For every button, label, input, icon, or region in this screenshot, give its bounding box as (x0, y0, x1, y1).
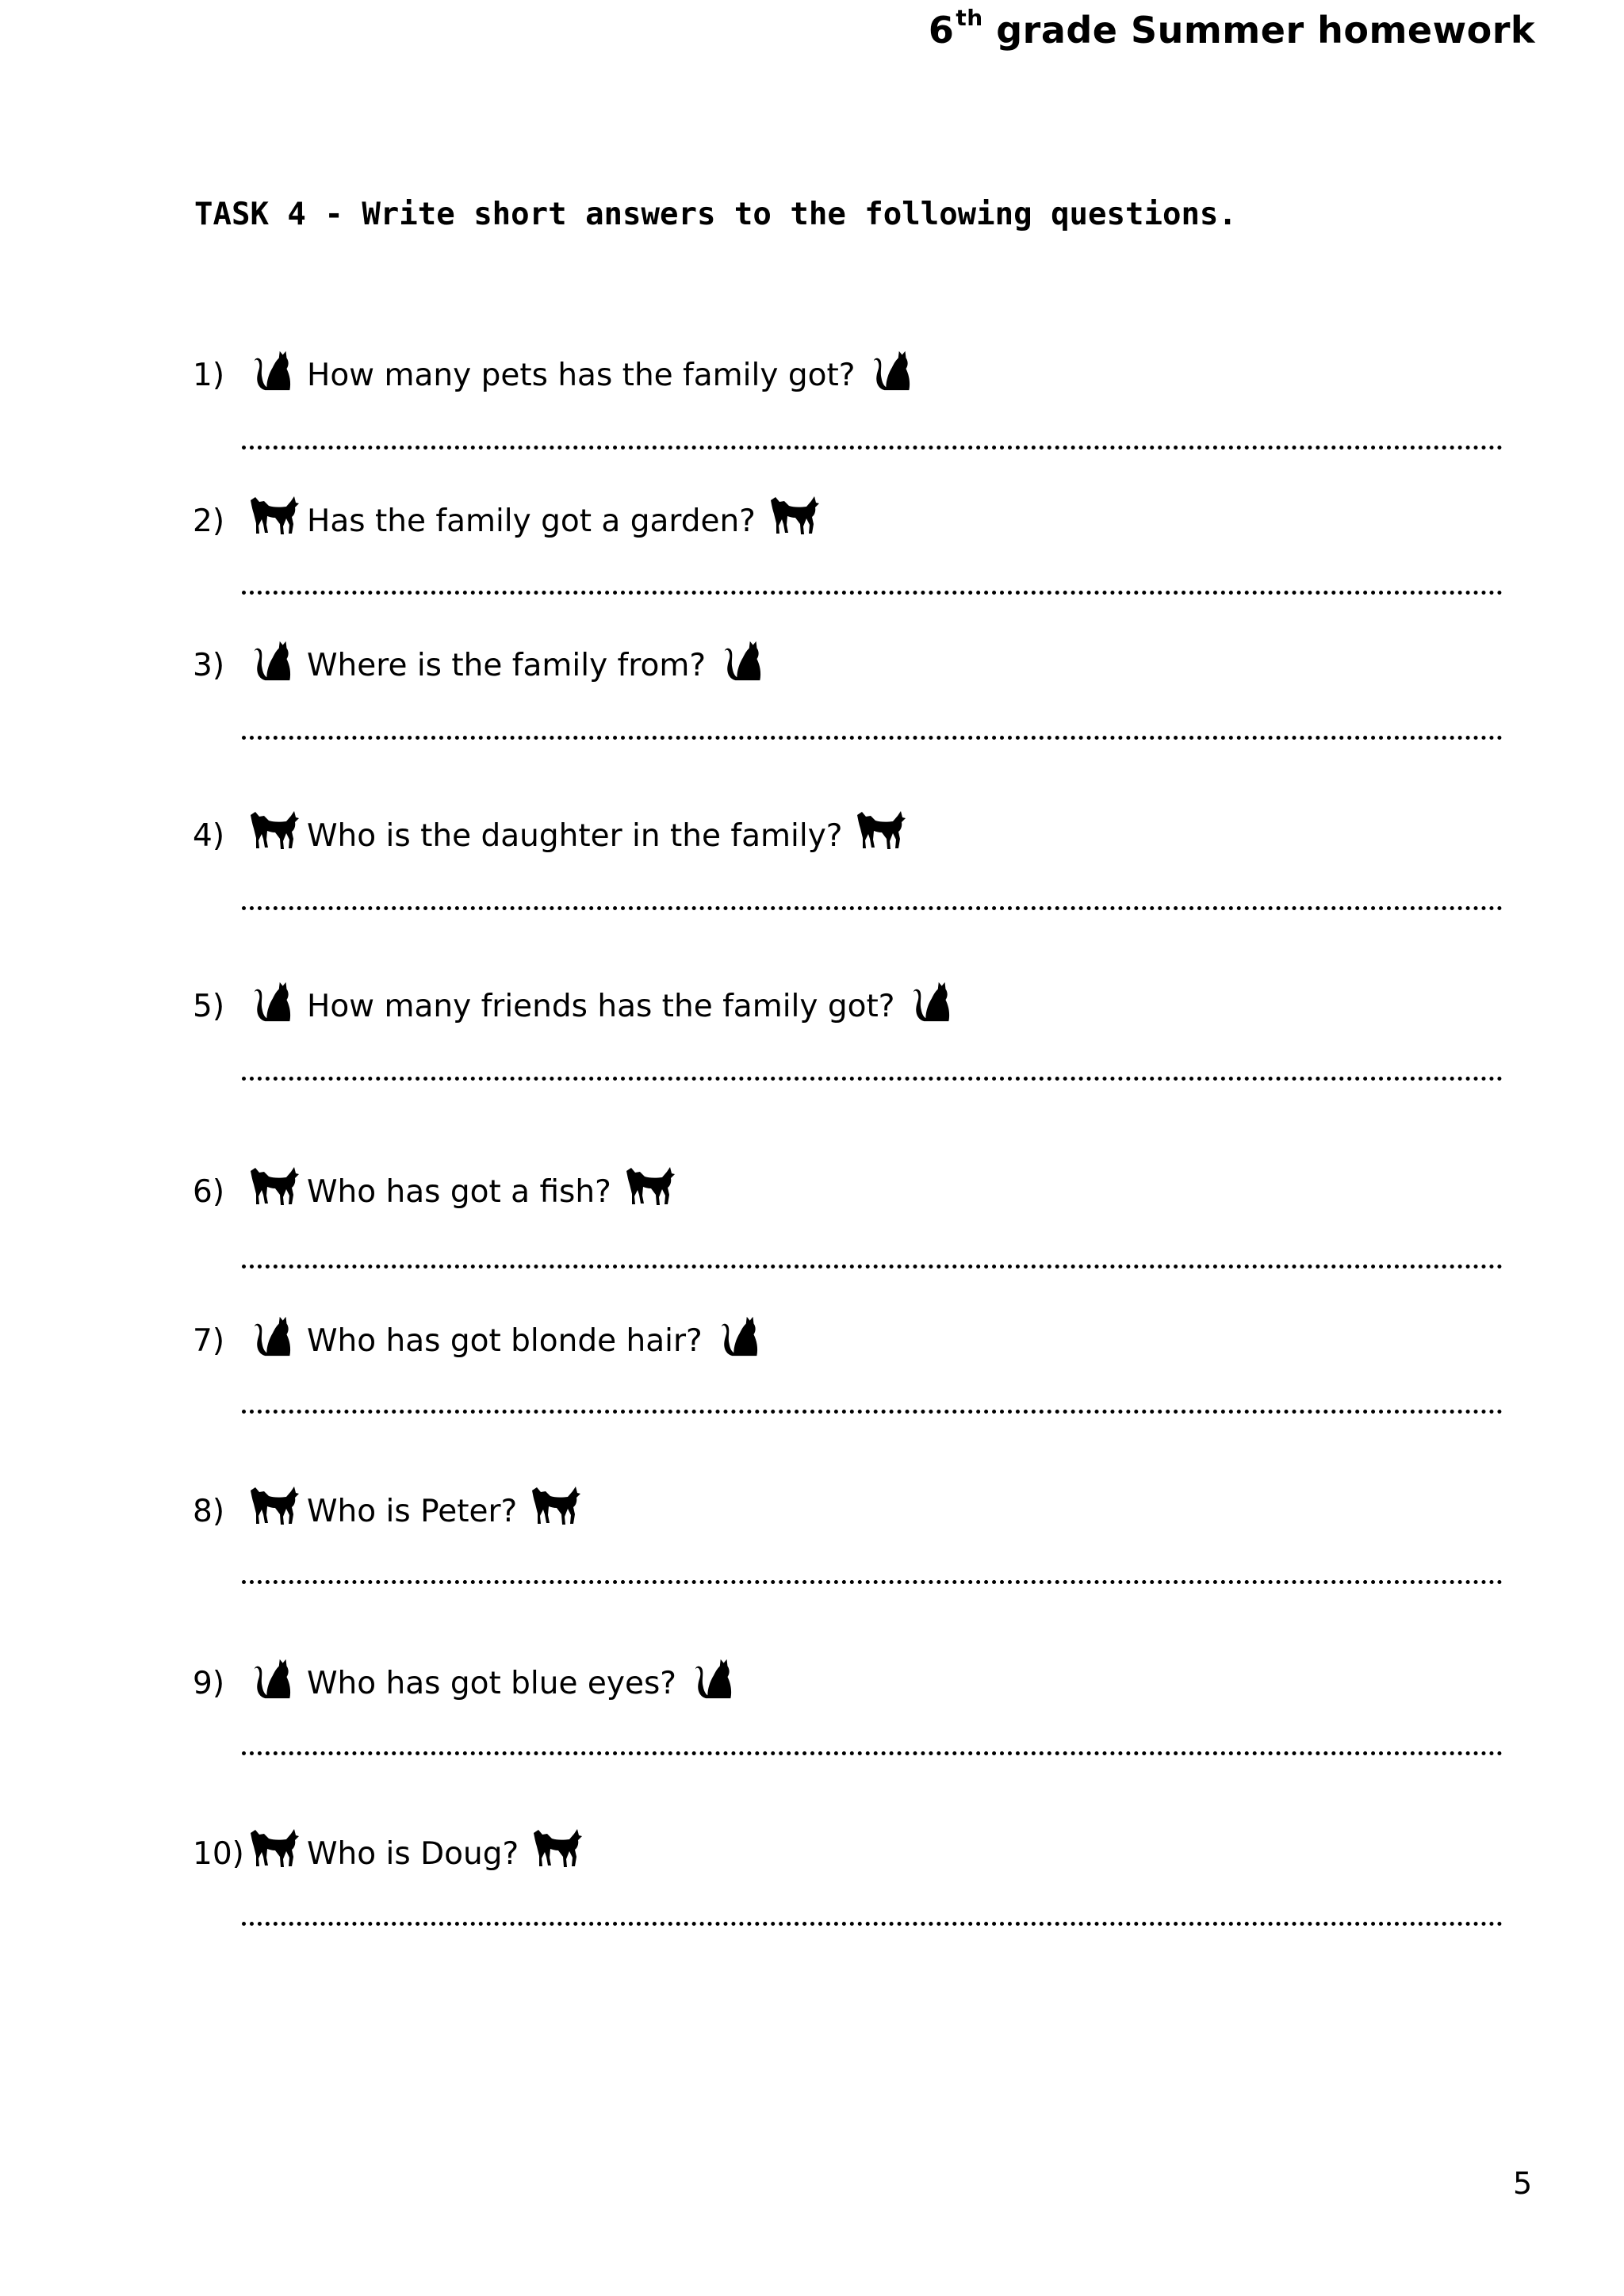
question-text: Who is Doug? (307, 1836, 519, 1872)
question-item (193, 1655, 748, 1701)
answer-line[interactable] (242, 1580, 1503, 1584)
answer-line[interactable] (242, 906, 1503, 910)
question-item (193, 493, 827, 539)
cat-icon (248, 978, 301, 1024)
question-number: 6) (193, 1174, 225, 1210)
question-number: 2) (193, 503, 225, 539)
question-number: 10) (193, 1836, 244, 1872)
question-number: 8) (193, 1494, 225, 1529)
dog-icon (248, 808, 301, 854)
answer-line[interactable] (242, 1410, 1503, 1414)
question-number: 9) (193, 1666, 225, 1701)
question-item (193, 808, 914, 854)
answer-line[interactable] (242, 591, 1503, 595)
cat-icon (248, 637, 301, 683)
cat-icon (907, 978, 959, 1024)
cat-icon (248, 347, 301, 393)
question-number: 7) (193, 1323, 225, 1359)
dog-icon (248, 1826, 301, 1872)
page-number: 5 (1513, 2166, 1533, 2201)
dog-icon (531, 1826, 584, 1872)
question-item (193, 1826, 590, 1872)
answer-line[interactable] (242, 446, 1503, 450)
cat-icon (248, 1655, 301, 1701)
dog-icon (248, 1164, 301, 1210)
question-text: Who is Peter? (307, 1494, 518, 1529)
question-item (193, 1164, 683, 1210)
answer-line[interactable] (242, 736, 1503, 740)
answer-line[interactable] (242, 1922, 1503, 1926)
dog-icon (855, 808, 907, 854)
question-item (193, 347, 926, 393)
grade-number: 6 (928, 9, 955, 52)
dog-icon (248, 493, 301, 539)
grade-superscript: th (956, 5, 983, 31)
question-text: Who has got a fish? (307, 1174, 611, 1210)
task-title: TASK 4 - Write short answers to the following questions. (194, 197, 1237, 232)
question-item (193, 1313, 774, 1359)
question-text: Who has got blue eyes? (307, 1666, 676, 1701)
header-title: grade Summer homework (996, 9, 1535, 52)
cat-icon (248, 1313, 301, 1359)
page-header (929, 5, 1535, 52)
question-number: 1) (193, 358, 225, 393)
question-number: 3) (193, 648, 225, 683)
cat-icon (868, 347, 920, 393)
dog-icon (768, 493, 821, 539)
question-item (193, 1483, 588, 1529)
dog-icon (248, 1483, 301, 1529)
answer-line[interactable] (242, 1265, 1503, 1269)
question-text: How many friends has the family got? (307, 989, 895, 1024)
question-text: Who has got blonde hair? (307, 1323, 703, 1359)
question-item (193, 637, 777, 683)
question-text: Who is the daughter in the family? (307, 818, 843, 854)
question-text: How many pets has the family got? (307, 358, 856, 393)
answer-line[interactable] (242, 1751, 1503, 1755)
answer-line[interactable] (242, 1077, 1503, 1081)
dog-icon (530, 1483, 582, 1529)
cat-icon (718, 637, 771, 683)
cat-icon (689, 1655, 741, 1701)
question-text: Where is the family from? (307, 648, 707, 683)
dog-icon (624, 1164, 676, 1210)
question-item (193, 978, 966, 1024)
question-text: Has the family got a garden? (307, 503, 756, 539)
cat-icon (715, 1313, 768, 1359)
question-number: 4) (193, 818, 225, 854)
question-number: 5) (193, 989, 225, 1024)
